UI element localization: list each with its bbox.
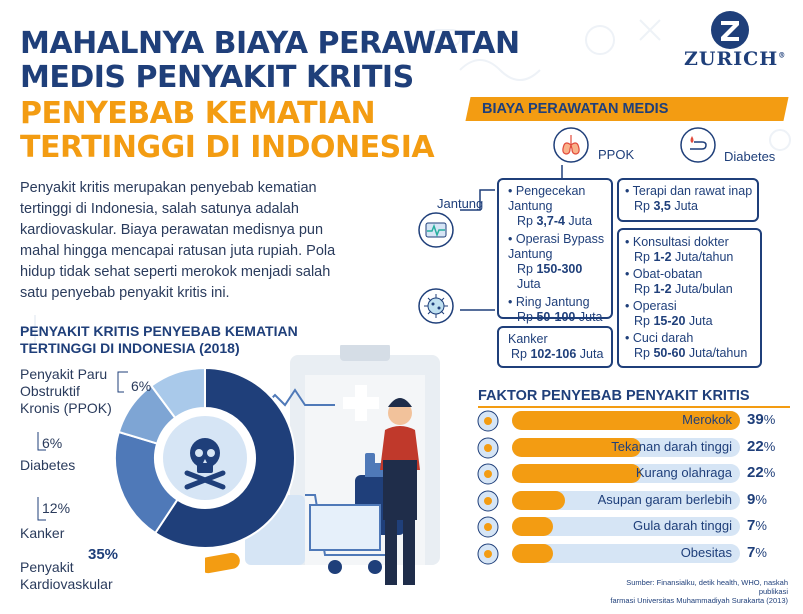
diabetes-item-3-amount: 50-60 [653, 346, 686, 360]
factor-bar-row [512, 438, 740, 457]
brand-reg: ® [778, 50, 787, 60]
factor-percent [747, 544, 767, 561]
diabetes-item-3-price [625, 346, 759, 361]
ppok-item-unit: Juta [670, 199, 698, 213]
factor-bar-fill [512, 544, 553, 563]
factor-label: Tekanan darah tinggi [611, 439, 732, 454]
jantung-item-2-amount: 50-100 [536, 310, 576, 324]
finger-drop-icon [680, 127, 716, 168]
kanker-pct: 12% [42, 500, 71, 516]
factor-bar-fill [512, 517, 553, 536]
jantung-item-1-price [508, 262, 608, 292]
diabetes-item-0-pre: Rp [634, 250, 654, 264]
shoe-icon [476, 462, 500, 491]
diabetes-item-3-pre: Rp [634, 346, 654, 360]
donut-leader-lines [0, 0, 140, 614]
factor-percent [747, 438, 775, 455]
title-line-2: MEDIS PENYAKIT KRITIS [20, 60, 414, 95]
factor-bar-fill [512, 491, 565, 510]
zurich-logo-icon [710, 10, 750, 50]
factor-percent-sign: % [763, 412, 776, 427]
kardio-label-line-1: Penyakit [20, 559, 74, 575]
factors-title: FAKTOR PENYEBAB PENYAKIT KRITIS [478, 388, 750, 404]
diabetes-item-0: • Konsultasi dokter [625, 235, 729, 249]
factor-percent-value: 7 [747, 544, 756, 561]
kanker-pre: Rp [511, 347, 531, 361]
diabetes-item-2-name: Operasi [632, 299, 677, 313]
factor-percent-value: 22 [747, 438, 764, 455]
jantung-item-1-name: Operasi Bypass Jantung [508, 232, 605, 261]
diabetes-item-0-name: Konsultasi dokter [632, 235, 729, 249]
kanker-name: Kanker [508, 332, 548, 346]
diabetes-item-1-pre: Rp [634, 282, 654, 296]
diabetes-item-2: • Operasi [625, 299, 677, 313]
jantung-item-0-pre: Rp [517, 214, 537, 228]
factor-percent-sign: % [755, 518, 767, 533]
obesity-icon [476, 542, 500, 571]
donut-title-line-1: PENYAKIT KRITIS PENYEBAB KEMATIAN [20, 323, 298, 339]
diabetes-item-2-unit: Juta [685, 314, 713, 328]
ppok-item-name: • Terapi dan rawat inap [625, 184, 753, 198]
jantung-item-1: • Operasi Bypass Jantung [508, 232, 605, 261]
factor-bar-row [512, 491, 740, 510]
intro-paragraph: Penyakit kritis merupakan penyebab kematian tertinggi di Indonesia, salah satunya adalah kardiovaskular. Biaya perawatan medisnya pun mahal hingga mencapai ratusan juta rupiah. Pola hidup tidak sehat seperti merokok menjadi salah satu penyebab penyakit kritis ini. [20, 180, 336, 301]
jantung-item-2-price [508, 310, 608, 325]
jantung-item-1-pre: Rp [517, 262, 537, 276]
factor-percent-value: 22 [747, 464, 764, 481]
factor-label: Gula darah tinggi [632, 518, 732, 533]
factor-bar-fill [512, 464, 641, 483]
diabetes-label: Diabetes [724, 149, 776, 164]
ppok-item-text: Terapi dan rawat inap [632, 184, 753, 198]
jantung-item-2-name: Ring Jantung [515, 295, 590, 309]
factor-bar-row [512, 544, 740, 563]
kanker-price [508, 347, 603, 362]
diabetes-item-1: • Obat-obatan [625, 267, 703, 281]
source-text [596, 578, 788, 605]
title-line-1: MAHALNYA BIAYA PERAWATAN [20, 26, 520, 61]
diabetes-item-2-pre: Rp [634, 314, 654, 328]
sugar-icon [476, 515, 500, 544]
kanker-amount: 102-106 [530, 347, 577, 361]
diabetes-item-3-name: Cuci darah [632, 331, 694, 345]
ppok-pct: 6% [131, 378, 152, 394]
diabetes-item-0-unit: Juta/tahun [671, 250, 734, 264]
diabetes-cost-box [617, 228, 762, 368]
jantung-item-2: • Ring Jantung [508, 295, 590, 309]
jantung-label: Jantung [437, 196, 484, 211]
factors-title-underline [478, 406, 790, 408]
source-line-2: farmasi Universitas Muhammadiyah Surakarta (2013) [610, 596, 788, 605]
kardio-label-line-2: Kardiovaskular [20, 576, 113, 592]
factor-percent [747, 464, 775, 481]
ppok-label-line-1: Penyakit Paru [20, 366, 108, 382]
ppok-label-line-2: Obstruktif [20, 383, 80, 399]
salt-icon [476, 489, 500, 518]
jantung-item-0: • Pengecekan Jantung [508, 184, 586, 213]
jantung-item-2-pre: Rp [517, 310, 537, 324]
diabetes-item-3: • Cuci darah [625, 331, 694, 345]
factor-label: Kurang olahraga [635, 465, 732, 480]
diabetes-item-3-unit: Juta/tahun [685, 346, 748, 360]
factor-percent [747, 491, 767, 508]
diabetes-item-1-unit: Juta/bulan [671, 282, 733, 296]
factor-percent-sign: % [755, 492, 767, 507]
ppok-label-line-3: Kronis (PPOK) [20, 400, 112, 416]
factor-percent-value: 9 [747, 491, 756, 508]
diabetes-pct: 6% [42, 435, 63, 451]
factor-bar-row [512, 517, 740, 536]
blood-pressure-icon [476, 436, 500, 465]
factor-percent-sign: % [763, 439, 776, 454]
factor-percent-value: 7 [747, 517, 756, 534]
factor-label: Asupan garam berlebih [597, 492, 732, 507]
jantung-item-1-unit: Juta [517, 277, 541, 291]
jantung-item-0-name: Pengecekan Jantung [508, 184, 586, 213]
ppok-item-price [625, 199, 752, 214]
brand-name: ZURICH [684, 48, 779, 70]
costs-title: BIAYA PERAWATAN MEDIS [482, 101, 669, 117]
diabetes-item-1-price [625, 282, 759, 297]
jantung-item-2-unit: Juta [575, 310, 603, 324]
source-line-1: Sumber: Finansialku, detik health, WHO, naskah publikasi [626, 578, 788, 596]
kanker-cost-box [497, 326, 613, 368]
jantung-item-1-amount: 150-300 [536, 262, 583, 276]
factor-percent [747, 411, 775, 428]
donut-title-line-2: TERTINGGI DI INDONESIA (2018) [20, 340, 240, 356]
jantung-item-0-unit: Juta [564, 214, 593, 228]
factor-percent-value: 39 [747, 411, 764, 428]
kanker-chart-label: Kanker [20, 525, 65, 541]
ppok-item-pre: Rp [634, 199, 654, 213]
factor-percent [747, 517, 767, 534]
factor-bar-row [512, 464, 740, 483]
factor-percent-sign: % [755, 545, 767, 560]
factor-percent-sign: % [763, 465, 776, 480]
diabetes-item-1-amount: 1-2 [653, 282, 672, 296]
diabetes-item-0-amount: 1-2 [653, 250, 672, 264]
diabetes-item-1-name: Obat-obatan [632, 267, 703, 281]
factor-label: Merokok [682, 412, 732, 427]
title-line-4: TERTINGGI DI INDONESIA [20, 130, 435, 165]
jantung-item-0-price [508, 214, 608, 229]
ppok-label: PPOK [598, 147, 635, 162]
diabetes-item-0-price [625, 250, 759, 265]
kardio-pct: 35% [88, 546, 119, 563]
ppok-item-amount: 3,5 [653, 199, 671, 213]
jantung-cost-box [497, 178, 613, 324]
jantung-item-0-amount: 3,7-4 [536, 214, 565, 228]
title-line-3: PENYEBAB KEMATIAN [20, 96, 376, 131]
diabetes-chart-label: Diabetes [20, 457, 76, 473]
ppok-cost-box [617, 178, 759, 222]
factor-bar-row [512, 411, 740, 430]
kanker-unit: Juta [576, 347, 604, 361]
diabetes-item-2-price [625, 314, 759, 329]
smoking-icon [476, 409, 500, 438]
factor-label: Obesitas [680, 545, 732, 560]
diabetes-item-2-amount: 15-20 [653, 314, 686, 328]
